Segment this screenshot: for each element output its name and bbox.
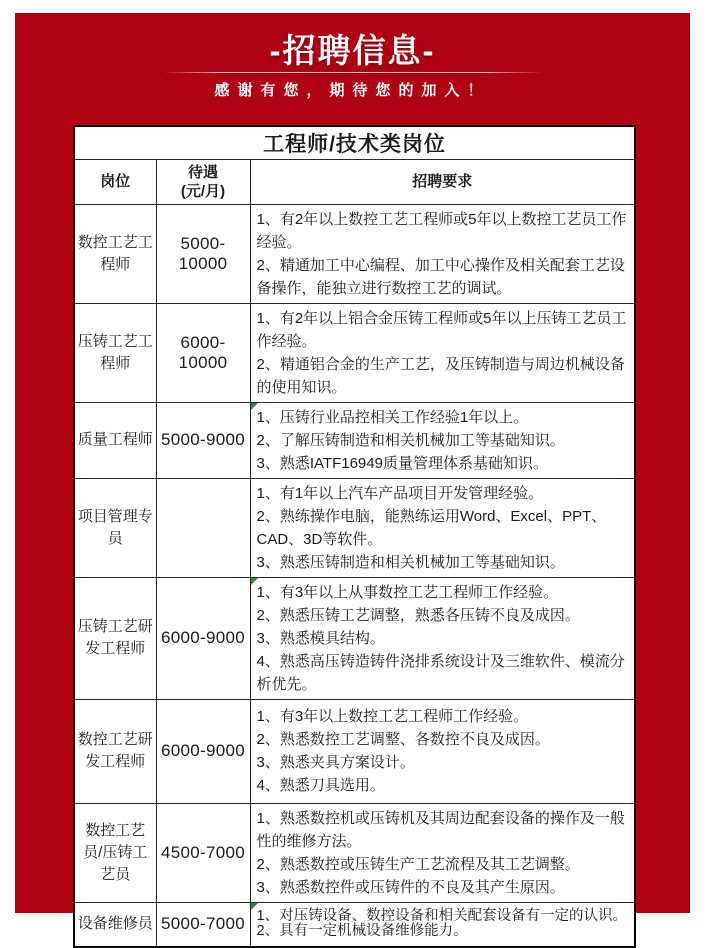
requirement-line: 1、有1年以上汽车产品项目开发管理经验。 <box>256 484 544 502</box>
job-row <box>74 402 635 478</box>
job-row <box>74 204 635 303</box>
requirement-line: 2、熟悉数控工艺调整、各数控不良及成因。 <box>256 731 550 748</box>
job-requirements-cell <box>250 577 635 699</box>
job-requirements-cell <box>250 478 635 577</box>
jobs-table <box>73 125 636 948</box>
job-position-cell: 项目管理专员 <box>74 478 156 577</box>
job-position-cell: 设备维修员 <box>74 902 156 947</box>
requirement-line: 1、有2年以上铝合金压铸工程师或5年以上压铸工艺员工作经验。 <box>256 309 627 350</box>
job-salary-cell: 5000-7000 <box>156 902 250 947</box>
requirement-line: 3、熟悉模具结构。 <box>256 629 385 647</box>
job-salary-cell: 6000-9000 <box>156 699 250 803</box>
job-row <box>74 803 635 902</box>
title-divider <box>163 72 543 73</box>
cell-corner-marker-icon <box>251 578 258 585</box>
requirement-line: 2、了解压铸制造和相关机械加工等基础知识。 <box>256 431 565 449</box>
job-position-cell: 质量工程师 <box>74 402 156 478</box>
requirement-line: 1、熟悉数控机或压铸机及其周边配套设备的操作及一般性的维修方法。 <box>256 809 625 850</box>
table-title: 工程师/技术类岗位 <box>74 126 635 159</box>
job-row <box>74 699 635 803</box>
requirement-line: 1、有3年以上从事数控工艺工程师工作经验。 <box>256 583 559 601</box>
requirement-line: 2、熟练操作电脑，能熟练运用Word、Excel、PPT、CAD、3D等软件。 <box>256 507 607 548</box>
job-requirements-cell <box>250 204 635 303</box>
job-requirements-cell <box>250 402 635 478</box>
job-salary-cell: 5000-10000 <box>156 204 250 303</box>
requirement-line: 3、熟悉夹具方案设计。 <box>256 754 415 771</box>
job-position-cell: 数控工艺工程师 <box>74 204 156 303</box>
requirement-line: 2、精通加工中心编程、加工中心操作及相关配套工艺设备操作，能独立进行数控工艺的调试。 <box>256 256 625 297</box>
col-header-salary-label: 待遇 <box>187 163 218 181</box>
job-requirements-cell <box>250 803 635 902</box>
requirement-line: 1、有3年以上数控工艺工程师工作经验。 <box>256 708 529 725</box>
job-salary-cell: 6000-10000 <box>156 303 250 402</box>
requirement-line: 1、有2年以上数控工艺工程师或5年以上数控工艺员工作经验。 <box>256 210 627 251</box>
requirement-line: 2、精通铝合金的生产工艺，及压铸制造与周边机械设备的使用知识。 <box>256 355 625 396</box>
requirement-line: 2、熟悉压铸工艺调整，熟悉各压铸不良及成因。 <box>256 606 580 624</box>
requirement-line: 3、熟悉数控件或压铸件的不良及其产生原因。 <box>256 878 565 896</box>
red-banner <box>15 13 690 940</box>
col-header-position: 岗位 <box>74 159 156 204</box>
requirement-line: 1、对压铸设备、数控设备和相关配套设备有一定的认识。 <box>256 908 628 925</box>
requirement-line: 4、熟悉高压铸造铸件浇排系统设计及三维软件、模流分析优先。 <box>256 652 625 693</box>
poster-header <box>15 33 690 100</box>
cell-corner-marker-icon <box>251 403 258 410</box>
job-position-cell: 压铸工艺工程师 <box>74 303 156 402</box>
job-salary-cell: 5000-9000 <box>156 402 250 478</box>
cell-corner-marker-icon <box>251 903 258 910</box>
requirement-line: 2、熟悉数控或压铸生产工艺流程及其工艺调整。 <box>256 855 580 873</box>
column-header-row <box>74 159 635 204</box>
page-subtitle: 感谢有您，期待您的加入！ <box>214 82 491 99</box>
col-header-salary <box>156 159 250 204</box>
requirement-line: 2、具有一定机械设备维修能力。 <box>256 923 468 940</box>
job-salary-cell <box>156 478 250 577</box>
requirement-line: 4、熟悉刀具选用。 <box>256 777 385 794</box>
col-header-salary-unit: (元/月) <box>180 182 226 200</box>
job-salary-cell: 4500-7000 <box>156 803 250 902</box>
job-position-cell: 数控工艺研发工程师 <box>74 699 156 803</box>
requirement-line: 1、压铸行业品控相关工作经验1年以上。 <box>256 408 529 426</box>
job-salary-cell: 6000-9000 <box>156 577 250 699</box>
job-requirements-cell <box>250 902 635 947</box>
job-position-cell: 数控工艺员/压铸工艺员 <box>74 803 156 902</box>
page-title: -招聘信息- <box>269 32 436 69</box>
job-row <box>74 478 635 577</box>
requirement-line: 3、熟悉IATF16949质量管理体系基础知识。 <box>256 454 548 472</box>
job-row <box>74 303 635 402</box>
job-requirements-cell <box>250 699 635 803</box>
job-requirements-cell <box>250 303 635 402</box>
job-row <box>74 577 635 699</box>
col-header-requirements: 招聘要求 <box>250 159 635 204</box>
requirement-line: 3、熟悉压铸制造和相关机械加工等基础知识。 <box>256 553 565 571</box>
table-title-row <box>74 126 635 159</box>
job-row <box>74 902 635 947</box>
job-position-cell: 压铸工艺研发工程师 <box>74 577 156 699</box>
